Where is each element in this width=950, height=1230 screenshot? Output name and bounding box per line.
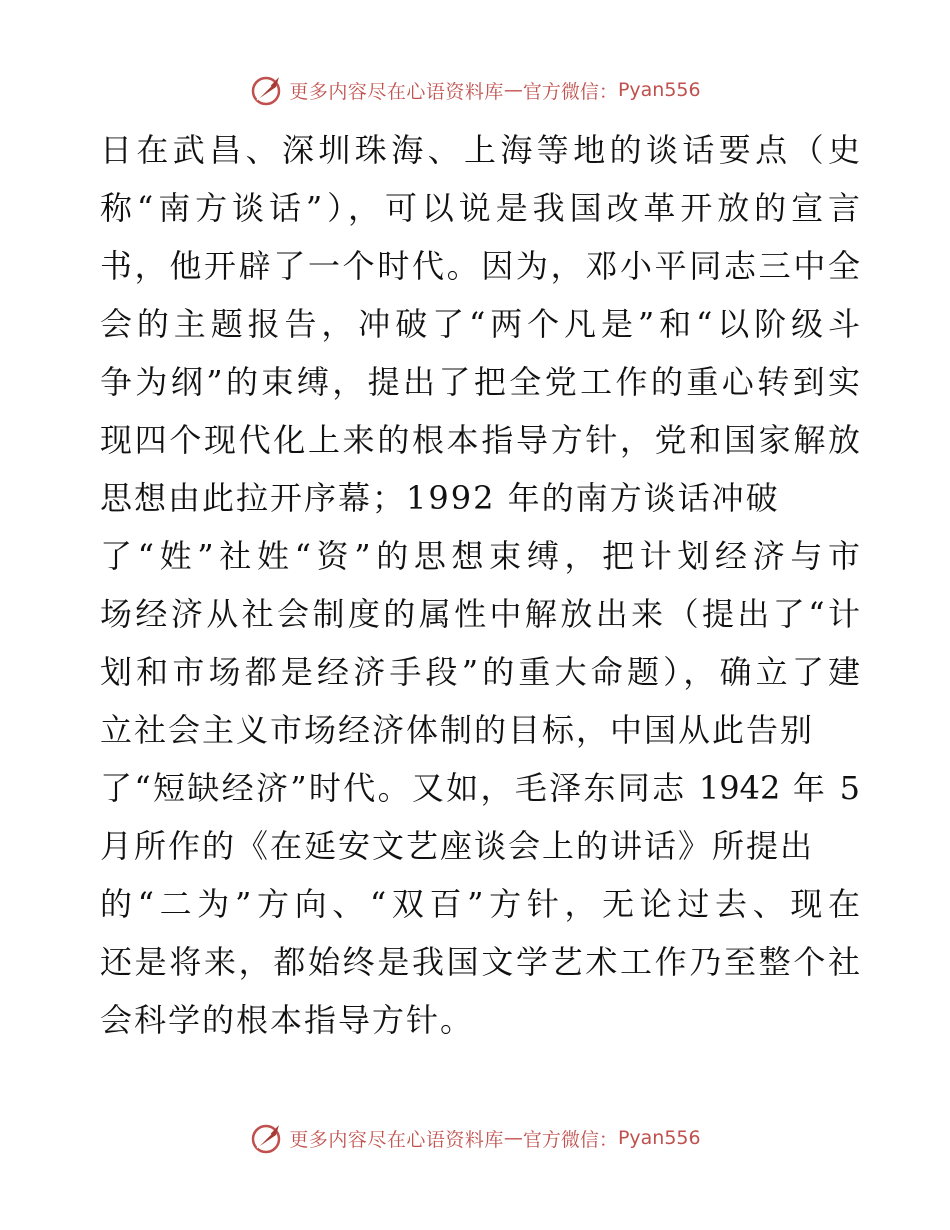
feather-pen-circle-icon bbox=[249, 1120, 285, 1156]
header-text: 更多内容尽在心语资料库 bbox=[289, 80, 504, 103]
body-line: 会科学的根本指导方针。 bbox=[100, 1001, 475, 1039]
footer-wechat-id: Pyan556 bbox=[617, 1127, 701, 1149]
header-wechat-label: 官方微信： bbox=[522, 80, 618, 103]
body-line: 书，他开辟了一个时代。因为，邓小平同志三中全 bbox=[100, 247, 860, 285]
body-line: 称“南方谈话”），可以说是我国改革开放的宣言 bbox=[100, 189, 860, 227]
body-line: 划和市场都是经济手段”的重大命题），确立了建 bbox=[100, 653, 860, 691]
footer-wechat-label: 官方微信： bbox=[522, 1128, 618, 1151]
body-line: 月所作的《在延安文艺座谈会上的讲话》所提出 bbox=[100, 827, 815, 865]
feather-pen-circle-icon bbox=[249, 72, 285, 108]
body-line: 争为纲”的束缚，提出了把全党工作的重心转到实 bbox=[100, 363, 860, 401]
body-line: 了“短缺经济”时代。又如，毛泽东同志 1942 年 5 bbox=[100, 769, 860, 807]
footer-text: 更多内容尽在心语资料库 bbox=[289, 1128, 504, 1151]
body-line: 会的主题报告，冲破了“两个凡是”和“以阶级斗 bbox=[100, 305, 860, 343]
body-line: 现四个现代化上来的根本指导方针，党和国家解放 bbox=[100, 421, 860, 459]
body-line: 了“姓”社姓“资”的思想束缚，把计划经济与市 bbox=[100, 537, 860, 575]
body-line: 思想由此拉开序幕；1992 年的南方谈话冲破 bbox=[100, 479, 780, 517]
document-body bbox=[100, 121, 860, 1049]
body-line: 的“二为”方向、“双百”方针，无论过去、现在 bbox=[100, 885, 860, 923]
body-line: 还是将来，都始终是我国文学艺术工作乃至整个社 bbox=[100, 943, 860, 981]
header-wechat-id: Pyan556 bbox=[617, 79, 701, 101]
header-dash: — bbox=[503, 79, 523, 101]
body-line: 日在武昌、深圳珠海、上海等地的谈话要点（史 bbox=[100, 131, 860, 169]
footer-dash: — bbox=[503, 1127, 523, 1149]
footer-banner bbox=[0, 1118, 950, 1158]
body-line: 立社会主义市场经济体制的目标，中国从此告别 bbox=[100, 711, 815, 749]
header-banner bbox=[0, 70, 950, 110]
body-line: 场经济从社会制度的属性中解放出来（提出了“计 bbox=[100, 595, 860, 633]
